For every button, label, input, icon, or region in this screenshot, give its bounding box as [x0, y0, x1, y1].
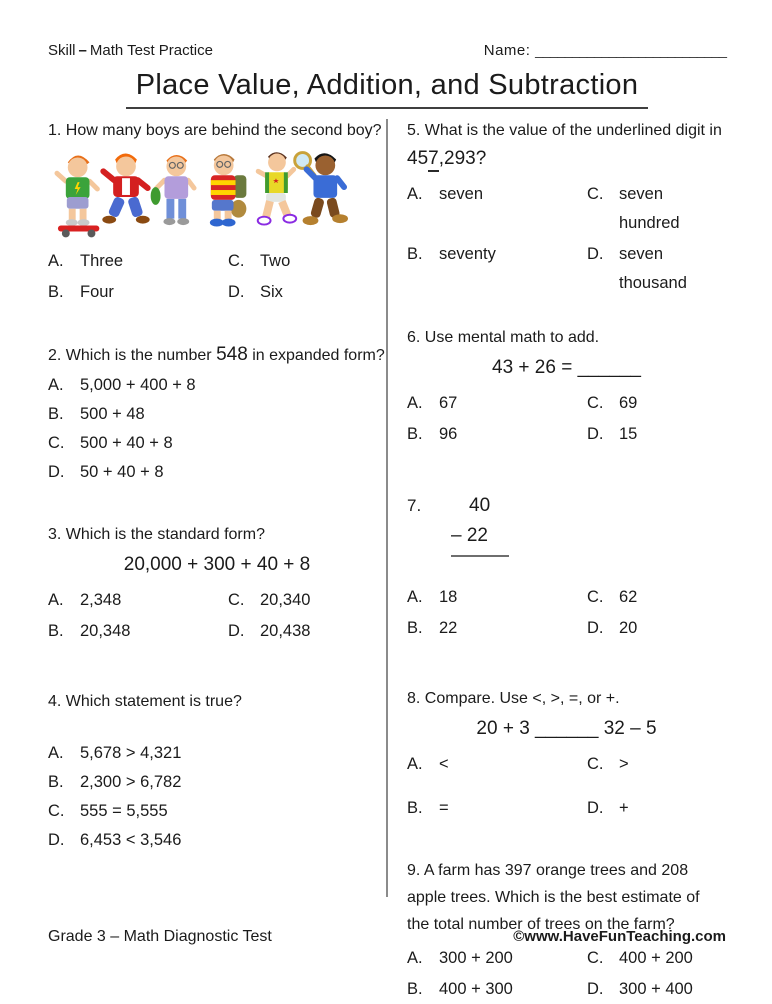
q5-choice-D-letter: D. [587, 245, 604, 263]
q8-text: 8. Compare. Use <, >, =, or +. [407, 690, 620, 707]
boy-4-backpack [210, 154, 247, 227]
q8-choice-B-letter: B. [407, 799, 423, 817]
q1-choice-B-text: Four [80, 283, 114, 301]
q7-choice-A-text: 18 [439, 588, 458, 606]
q1-choice-D [228, 278, 386, 307]
q9-choice-B-letter: B. [407, 980, 423, 998]
q8-choice-A [407, 750, 587, 779]
q8-choice-D-text: + [619, 799, 629, 817]
q9-choice-C-letter: C. [587, 949, 604, 967]
q2-choice-A-letter: A. [48, 376, 64, 394]
q2-choice-A-text: 5,000 + 400 + 8 [80, 376, 196, 394]
boy-1-skateboard [57, 156, 99, 238]
boy-6-magnifier [295, 153, 348, 226]
q1-choice-D-letter: D. [228, 283, 245, 301]
q3-choice-A-text: 2,348 [80, 591, 122, 609]
q5-choice-B-letter: B. [407, 245, 423, 263]
q2-choice-B-letter: B. [48, 405, 64, 423]
q7-vertical-subtraction [451, 491, 509, 557]
q3-choice-D [228, 617, 386, 646]
question-5 [407, 117, 726, 298]
q8-choice-D-letter: D. [587, 799, 604, 817]
q8-choice-C-text: > [619, 755, 629, 773]
question-3 [48, 521, 386, 646]
name-blank-line: __________________________ [535, 42, 726, 59]
q2-choice-A [48, 371, 386, 400]
q3-choice-A [48, 586, 228, 615]
q3-choice-B [48, 617, 228, 646]
q7-choice-D-letter: D. [587, 619, 604, 637]
q7-label: 7. [407, 496, 422, 515]
q7-choices [407, 583, 726, 643]
q6-equation: 43 + 26 = ______ [492, 357, 641, 378]
q2-choice-D-letter: D. [48, 463, 65, 481]
q9-text: 9. A farm has 397 orange trees and 208 apple trees. Which is the best estimate of the total number of trees on the farm? [407, 862, 700, 933]
q4-choices [48, 739, 386, 855]
q4-text: 4. Which statement is true? [48, 693, 242, 710]
q5-choice-C [587, 180, 726, 238]
q3-choice-A-letter: A. [48, 591, 64, 609]
q3-choice-B-text: 20,348 [80, 622, 131, 640]
q1-choice-C-text: Two [260, 252, 291, 270]
q1-choice-B-letter: B. [48, 283, 64, 301]
q6-choice-A-text: 67 [439, 394, 458, 412]
question-6 [407, 324, 726, 449]
q7-choice-A-letter: A. [407, 588, 423, 606]
q4-choice-A-letter: A. [48, 744, 64, 762]
footer [48, 928, 726, 946]
q8-choice-D [587, 794, 726, 823]
q5-choice-D [587, 240, 726, 298]
q1-choice-B [48, 278, 228, 307]
q2-choice-B-text: 500 + 48 [80, 405, 145, 423]
q4-choice-B [48, 768, 386, 797]
q5-underlined-digit: 7 [428, 148, 439, 172]
footer-copyright: ©www.HaveFunTeaching.com [513, 928, 726, 945]
q4-choice-C [48, 797, 386, 826]
q1-choice-D-text: Six [260, 283, 283, 301]
q4-choice-B-letter: B. [48, 773, 64, 791]
q7-choice-A [407, 583, 587, 612]
q6-choice-B-text: 96 [439, 425, 458, 443]
skill-subject: Math Test Practice [89, 42, 213, 59]
q3-choice-B-letter: B. [48, 622, 64, 640]
boys-illustration [52, 147, 348, 239]
q8-choice-B-text: = [439, 799, 449, 817]
q6-choice-C-letter: C. [587, 394, 604, 412]
q2-choice-D-text: 50 + 40 + 8 [80, 463, 164, 481]
question-8 [407, 685, 726, 823]
q7-problem [407, 491, 726, 557]
q2-choice-C [48, 429, 386, 458]
question-1 [48, 117, 386, 307]
q6-choice-A-letter: A. [407, 394, 423, 412]
q7-subtrahend: – 22 [451, 521, 509, 557]
q4-choice-B-text: 2,300 > 6,782 [80, 773, 182, 791]
q7-choice-B [407, 614, 587, 643]
name-label: Name: [483, 42, 531, 59]
q1-choice-A [48, 247, 228, 276]
q8-choices [407, 750, 726, 823]
q5-choice-C-letter: C. [587, 185, 604, 203]
boy-5-jogger [258, 152, 296, 224]
q8-equation: 20 + 3 ______ 32 – 5 [476, 718, 657, 739]
question-2 [48, 341, 386, 487]
q5-choice-C-text: seven hundred [619, 185, 680, 232]
boy-3-frog [151, 155, 194, 225]
q8-choice-A-text: < [439, 755, 449, 773]
q7-choice-B-letter: B. [407, 619, 423, 637]
q4-choice-D-letter: D. [48, 831, 65, 849]
q1-choice-C-letter: C. [228, 252, 245, 270]
q4-choice-D-text: 6,453 < 3,546 [80, 831, 182, 849]
q5-number-prefix: 45 [407, 148, 429, 169]
q4-choice-A-text: 5,678 > 4,321 [80, 744, 182, 762]
q8-choice-C [587, 750, 726, 779]
q4-choice-C-text: 555 = 5,555 [80, 802, 168, 820]
q2-number: 548 [216, 344, 248, 365]
q6-choice-D-text: 15 [619, 425, 638, 443]
footer-grade-label: Grade 3 – Math Diagnostic Test [48, 928, 272, 945]
q9-choice-A-letter: A. [407, 949, 423, 967]
q9-choice-D-letter: D. [587, 980, 604, 998]
q8-choice-B [407, 794, 587, 823]
q3-choice-D-letter: D. [228, 622, 245, 640]
q2-choice-D [48, 458, 386, 487]
q6-choice-C-text: 69 [619, 394, 638, 412]
q7-choice-D-text: 20 [619, 619, 638, 637]
boy-2-red-jacket [102, 154, 149, 224]
name-field [484, 42, 726, 59]
q2-choices [48, 371, 386, 487]
q7-choice-D [587, 614, 726, 643]
q5-number-suffix: ,293? [438, 148, 487, 169]
q9-choice-D-text: 300 + 400 [619, 980, 693, 998]
q7-choice-C [587, 583, 726, 612]
q6-choice-D [587, 420, 726, 449]
page-title: Place Value, Addition, and Subtraction [126, 69, 649, 109]
q2-text-prefix: 2. Which is the number [48, 347, 217, 364]
q2-choice-B [48, 400, 386, 429]
q4-choice-C-letter: C. [48, 802, 65, 820]
q9-choice-C-text: 400 + 200 [619, 949, 693, 967]
q7-choice-B-text: 22 [439, 619, 458, 637]
q3-equation: 20,000 + 300 + 40 + 8 [123, 554, 311, 575]
q5-choice-A [407, 180, 587, 238]
q9-choice-A [407, 944, 587, 973]
q1-choice-A-letter: A. [48, 252, 64, 270]
q2-text-suffix: in expanded form? [247, 347, 385, 364]
q3-choices [48, 586, 386, 646]
q6-choice-B-letter: B. [407, 425, 423, 443]
q1-choices [48, 247, 386, 307]
question-4 [48, 688, 386, 855]
q9-choice-C [587, 944, 726, 973]
q9-choice-B-text: 400 + 300 [439, 980, 513, 998]
q7-choice-C-text: 62 [619, 588, 638, 606]
q3-choice-C-text: 20,340 [260, 591, 311, 609]
q1-text: 1. How many boys are behind the second boy? [48, 122, 382, 139]
left-column [48, 117, 386, 897]
q8-choice-C-letter: C. [587, 755, 604, 773]
skill-word: Skill [48, 42, 76, 59]
q5-choice-A-text: seven [439, 185, 484, 203]
q9-choice-A-text: 300 + 200 [439, 949, 513, 967]
q3-choice-C-letter: C. [228, 591, 245, 609]
q4-choice-D [48, 826, 386, 855]
q6-text: 6. Use mental math to add. [407, 329, 600, 346]
question-7 [407, 491, 726, 643]
q6-choice-B [407, 420, 587, 449]
q3-choice-D-text: 20,438 [260, 622, 311, 640]
skill-dash: – [78, 42, 87, 59]
q6-choice-C [587, 389, 726, 418]
q3-text: 3. Which is the standard form? [48, 526, 265, 543]
q5-choices [407, 180, 726, 298]
q5-text-line1: 5. What is the value of the underlined digit in [407, 122, 722, 139]
q5-choice-D-text: seven thousand [619, 245, 687, 292]
q6-choice-A [407, 389, 587, 418]
q3-choice-C [228, 586, 386, 615]
q2-choice-C-letter: C. [48, 434, 65, 452]
q6-choices [407, 389, 726, 449]
q7-choice-C-letter: C. [587, 588, 604, 606]
q6-choice-D-letter: D. [587, 425, 604, 443]
q5-choice-B-text: seventy [439, 245, 496, 263]
q5-choice-B [407, 240, 587, 298]
header [48, 42, 726, 59]
q5-number-line [407, 144, 726, 174]
q4-choice-A [48, 739, 386, 768]
q9-choices [407, 944, 726, 1004]
skill-label [48, 42, 213, 59]
q2-text [48, 341, 386, 369]
q2-choice-C-text: 500 + 40 + 8 [80, 434, 173, 452]
q7-minuend: 40 [469, 495, 491, 516]
title-row [48, 69, 726, 109]
q1-choice-A-text: Three [80, 252, 124, 270]
q5-choice-A-letter: A. [407, 185, 423, 203]
q8-choice-A-letter: A. [407, 755, 423, 773]
q1-choice-C [228, 247, 386, 276]
